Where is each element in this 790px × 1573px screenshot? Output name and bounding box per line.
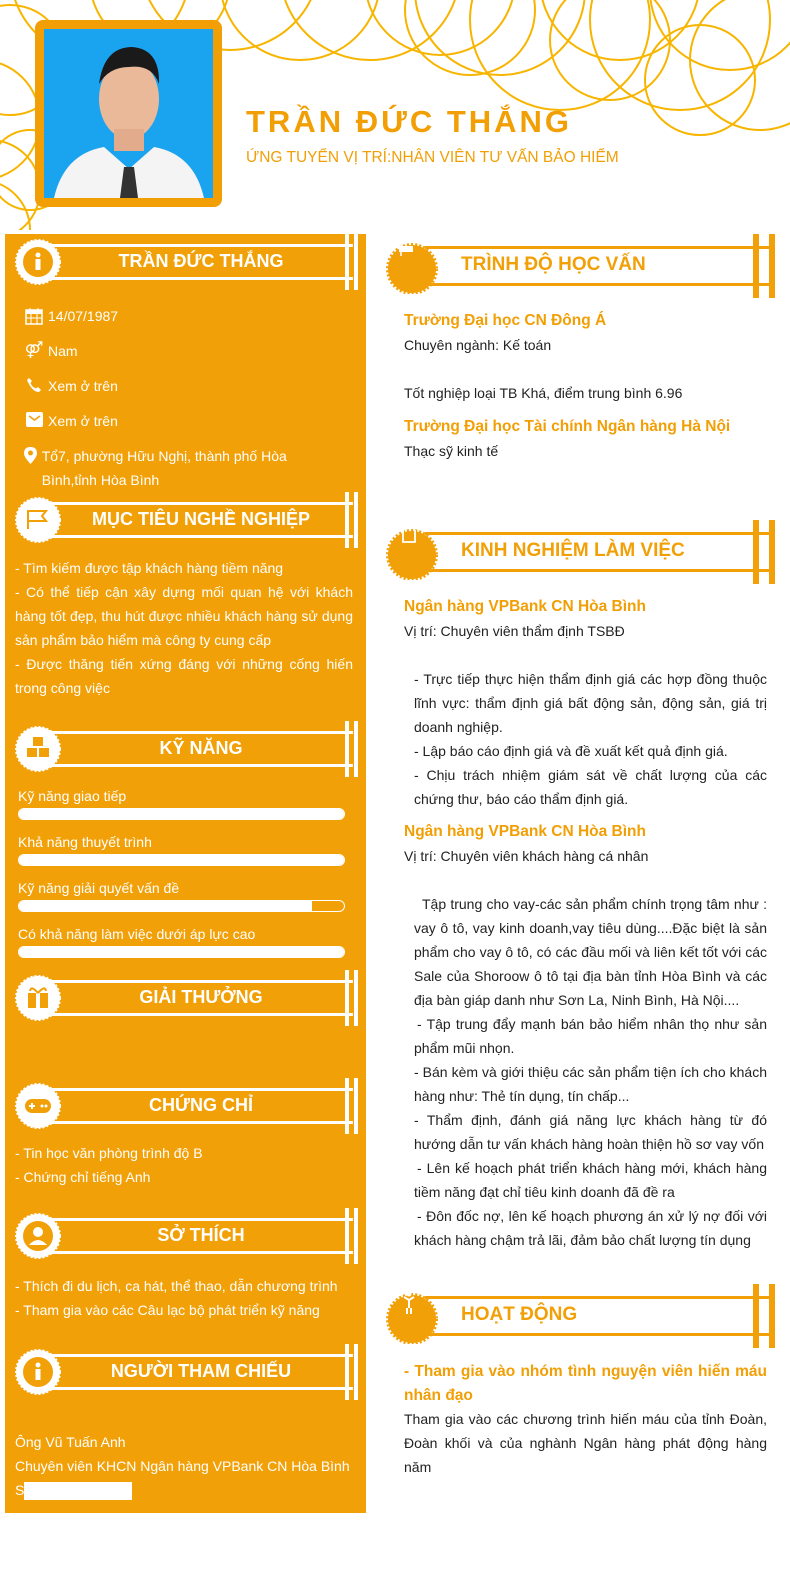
school-major: Thạc sỹ kinh tế	[404, 443, 499, 459]
section-awards-header	[15, 970, 361, 1026]
candidate-name: TRẦN ĐỨC THẮNG	[246, 104, 573, 139]
job-duty: - Lên kế hoạch phát triển khách hàng mới, khách hàng tiềm năng đạt chỉ tiêu kinh doanh đã đề ra	[414, 1160, 767, 1200]
section-education-header	[385, 234, 775, 290]
phone-icon	[23, 374, 45, 393]
redacted-block	[24, 1482, 132, 1500]
objective-text	[15, 556, 353, 700]
skill-bar-fill	[19, 947, 344, 957]
section-title: SỞ THÍCH	[157, 1225, 245, 1245]
certificate-item: - Chứng chỉ tiếng Anh	[15, 1169, 151, 1185]
job-duty: Tập trung cho vay-các sản phẩm chính trọng tâm như : vay ô tô, vay kinh doanh,vay tiêu dùng....Đặc biệt là sản phẩm cho vay ô tô, có các đầu mối và liên kết tốt với các Sale của Shoroow ô tô tại địa bàn tỉnh Hòa Bình và các địa bàn giáp danh như Sơn La, Ninh Bình, Hà Nội....	[414, 896, 767, 1008]
applied-position: ỨNG TUYỂN VỊ TRÍ:NHÂN VIÊN TƯ VẤN BẢO HIỂM	[246, 149, 619, 166]
section-activities-header	[385, 1284, 775, 1340]
section-certificates-header	[15, 1078, 361, 1134]
certificates-list	[15, 1141, 353, 1189]
activity-heading: - Tham gia vào nhóm tình nguyện viên hiến máu nhân đạo	[404, 1363, 767, 1404]
job-duty: - Thẩm định, đánh giá năng lực khách hàng từ đó hướng dẫn tư vấn khách hàng hoàn thiện hồ sơ vay vốn	[414, 1112, 767, 1152]
user-icon	[15, 1213, 61, 1259]
calendar-icon	[23, 304, 45, 325]
section-title: GIẢI THƯỞNG	[139, 987, 263, 1007]
section-title: KỸ NĂNG	[159, 738, 243, 758]
certificate-item: - Tin học văn phòng trình độ B	[15, 1145, 203, 1161]
school-name: Trường Đại học Tài chính Ngân hàng Hà Nội	[404, 418, 731, 435]
activity-text: Tham gia vào các chương trình hiến máu của tỉnh Đoàn, Đoàn khối và của nghành Ngân hàng phát động hàng năm	[404, 1411, 767, 1475]
birthdate: 14/07/1987	[48, 308, 119, 324]
school-major: Chuyên ngành: Kế toán	[404, 337, 552, 353]
left-sidebar	[5, 234, 366, 1513]
skill-bar	[18, 946, 345, 958]
phone-row	[23, 374, 118, 398]
objective-line: - Tìm kiếm được tập khách hàng tiềm năng	[15, 560, 284, 576]
skill-bar-fill	[19, 855, 344, 865]
location-icon	[23, 444, 39, 464]
gamepad-icon	[15, 1083, 61, 1129]
skill-bar	[18, 854, 345, 866]
skill-bar-fill	[19, 901, 312, 911]
reference-phone: S	[15, 1478, 353, 1502]
hobbies-list	[15, 1274, 353, 1322]
skill-label: Kỹ năng giải quyết vấn đề	[18, 880, 180, 896]
job-role: Vị trí: Chuyên viên khách hàng cá nhân	[404, 848, 649, 864]
graduation-cap-icon	[385, 240, 439, 294]
info-icon	[15, 239, 61, 285]
section-hobbies-header	[15, 1208, 361, 1264]
objective-line: - Được thăng tiến xứng đáng với những cống hiến trong công việc	[15, 656, 353, 696]
section-objective-header	[15, 492, 361, 548]
info-icon	[15, 1349, 61, 1395]
job-description	[414, 892, 767, 1252]
section-references-header	[15, 1344, 361, 1400]
hobby-item: - Thích đi du lịch, ca hát, thể thao, dẫn chương trình	[15, 1278, 338, 1294]
section-title: NGƯỜI THAM CHIẾU	[110, 1361, 292, 1381]
email-icon	[23, 409, 45, 427]
birthdate-row	[23, 304, 118, 328]
section-title: CHỨNG CHỈ	[149, 1095, 253, 1115]
flag-icon	[15, 497, 61, 543]
gift-icon	[15, 975, 61, 1021]
gender: Nam	[48, 343, 78, 359]
school-name: Trường Đại học CN Đông Á	[404, 312, 607, 329]
email-row	[23, 409, 118, 433]
section-title: MỤC TIÊU NGHỀ NGHIỆP	[91, 509, 310, 529]
hobby-item: - Tham gia vào các Câu lạc bộ phát triển kỹ năng	[15, 1302, 320, 1318]
skill-bar	[18, 900, 345, 912]
section-experience-header	[385, 520, 775, 576]
briefcase-icon	[385, 526, 439, 580]
person-icon	[385, 1290, 439, 1344]
profile-photo	[44, 29, 213, 198]
job-duty: - Trực tiếp thực hiện thẩm định giá các hợp đồng thuộc lĩnh vực: thẩm định giá bất động sản, động sản, giá trị doanh nghiệp.	[414, 671, 767, 735]
section-title: TRÌNH ĐỘ HỌC VẤN	[461, 254, 646, 275]
job-duty: - Bán kèm và giới thiệu các sản phẩm tiện ích cho khách hàng như: Thẻ tín dụng, tín chấp...	[414, 1064, 767, 1104]
address: Tổ7, phường Hữu Nghị, thành phố Hòa Bình,tỉnh Hòa Bình	[41, 448, 287, 488]
job-description	[414, 667, 767, 811]
skill-bar	[18, 808, 345, 820]
skill-bar-fill	[19, 809, 344, 819]
reference-block	[15, 1430, 353, 1502]
section-title: KINH NGHIỆM LÀM VIỆC	[461, 540, 685, 561]
company-name: Ngân hàng VPBank CN Hòa Bình	[404, 823, 646, 840]
job-duty: - Lập báo cáo định giá và đề xuất kết quả định giá.	[414, 743, 728, 759]
reference-role: Chuyên viên KHCN Ngân hàng VPBank CN Hòa Bình	[15, 1458, 350, 1474]
profile-photo-frame	[35, 20, 222, 207]
job-duty: - Tập trung đẩy mạnh bán bảo hiểm nhân thọ như sản phẩm mũi nhọn.	[414, 1016, 767, 1056]
gender-icon: ⚤	[24, 342, 44, 359]
objective-line: - Có thể tiếp cận xây dựng mối quan hệ với khách hàng tốt đẹp, thu hút được nhiều khách hàng sử dụng sản phẩm bảo hiểm mà công ty cung cấp	[15, 584, 353, 648]
skill-label: Khả năng thuyết trình	[18, 834, 152, 850]
reference-name: Ông Vũ Tuấn Anh	[15, 1434, 126, 1450]
company-name: Ngân hàng VPBank CN Hòa Bình	[404, 598, 646, 615]
section-skills-header	[15, 721, 361, 777]
gender-row	[23, 339, 78, 363]
section-title: HOẠT ĐỘNG	[461, 1304, 578, 1325]
cubes-icon	[15, 726, 61, 772]
skill-label: Kỹ năng giao tiếp	[18, 788, 127, 804]
job-role: Vị trí: Chuyên viên thẩm định TSBĐ	[404, 623, 625, 639]
job-duty: - Đôn đốc nợ, lên kế hoạch phương án xử lý nợ đối với khách hàng chậm trả lãi, đảm bảo chất lượng tín dụng	[414, 1208, 767, 1248]
section-personal-header	[15, 234, 361, 290]
skill-label: Có khả năng làm việc dưới áp lực cao	[18, 926, 256, 942]
section-title: TRẦN ĐỨC THẮNG	[118, 251, 284, 271]
job-duty: - Chịu trách nhiệm giám sát về chất lượng của các chứng thư, báo cáo thẩm định giá.	[414, 767, 767, 807]
email: Xem ở trên	[48, 413, 118, 429]
phone: Xem ở trên	[48, 378, 118, 394]
school-detail: Tốt nghiệp loại TB Khá, điểm trung bình 6.96	[404, 385, 683, 401]
address-row	[23, 444, 303, 492]
